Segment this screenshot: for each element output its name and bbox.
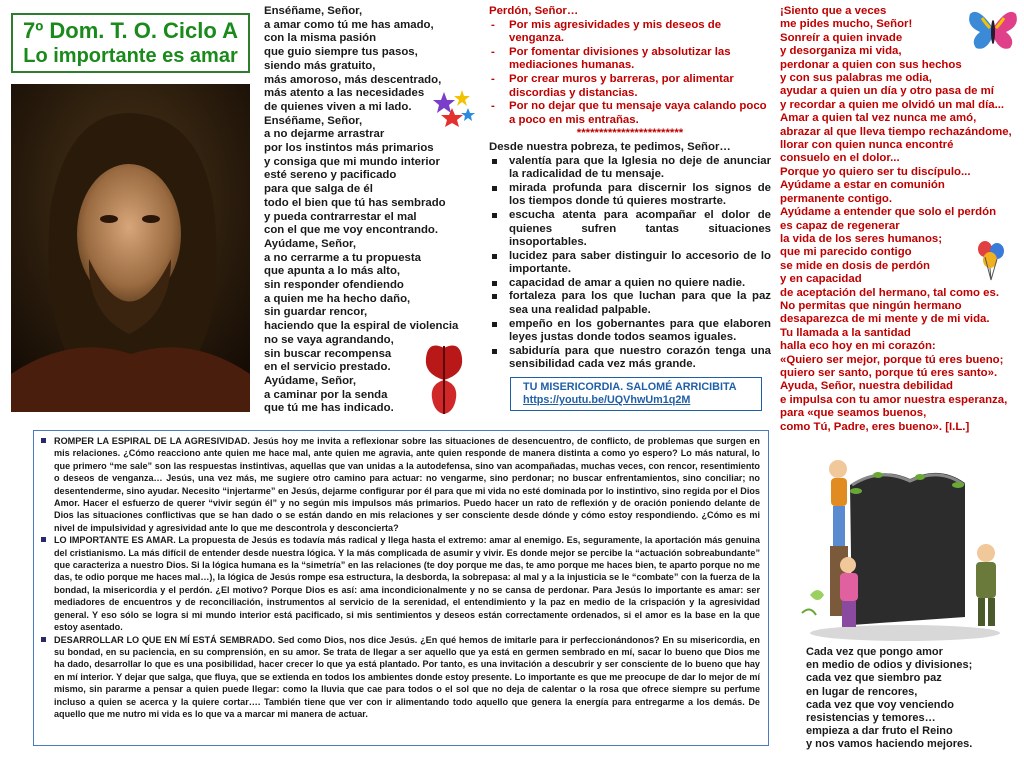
- prayer-line: Ayúdame a estar en comunión: [780, 179, 945, 192]
- prayer-line: para que salga de él: [264, 183, 373, 196]
- prayer-line: abrazar al que lleva tiempo rechazándome,: [780, 125, 1012, 138]
- prayer-line: esté sereno y pacificado: [264, 169, 397, 182]
- prayer-line: Tu llamada a la santidad: [780, 326, 911, 339]
- prayer-line: haciendo que la espiral de violencia: [264, 320, 459, 333]
- poem-line: en lugar de rencores,: [806, 685, 918, 698]
- forgiveness-item: - Por crear muros y barreras, por alimentar discordias y distancias.: [489, 73, 771, 100]
- prayer-line: Ayúdame a entender que solo el perdón: [780, 206, 997, 219]
- petition-item: mirada profunda para discernir los signos de los tiempos donde tú quieres mostrarte.: [489, 182, 771, 209]
- forgiveness-item: - Por fomentar divisiones y absolutizar las mediaciones humanas.: [489, 46, 771, 73]
- petition-list: [489, 155, 771, 373]
- prayer-line: y con sus palabras me odia,: [780, 72, 932, 85]
- prayer-line: Ayuda, Señor, nuestra debilidad: [780, 380, 954, 393]
- prayer-line: que tú me has indicado.: [264, 402, 394, 415]
- star-separator: ************************: [576, 127, 684, 140]
- prayer-line: más amoroso, más descentrado,: [264, 73, 442, 86]
- song-title: TU MISERICORDIA. SALOMÉ ARRICIBITA: [523, 381, 737, 393]
- prayer-line: para «que seamos buenos,: [780, 407, 927, 420]
- prayer-line: a quien me ha hecho daño,: [264, 292, 411, 305]
- closing-poem: [806, 646, 972, 752]
- prayer-line: Amar a quien tal vez nunca me amó,: [780, 112, 977, 125]
- poem-line: en medio de odios y divisiones;: [806, 659, 973, 672]
- prayer-line: que mi parecido contigo: [780, 246, 912, 259]
- prayer-column-2: [489, 5, 771, 372]
- song-box: [510, 377, 762, 411]
- prayer-line: por los instintos más primarios: [264, 142, 434, 155]
- poem-line: Cada vez que pongo amor: [806, 646, 943, 658]
- jesus-portrait-image: [11, 84, 250, 412]
- prayer-line: con el que me voy encontrando.: [264, 224, 439, 237]
- prayer-line: halla eco hoy en mi corazón:: [780, 340, 936, 353]
- prayer-line: y desorganiza mi vida,: [780, 45, 902, 58]
- page-subtitle: Lo importante es amar: [23, 45, 238, 67]
- petition-item: lucidez para saber distinguir lo accesorio de lo importante.: [489, 250, 771, 277]
- prayer-line: ¡Siento que a veces: [780, 5, 887, 17]
- petition-intro: Desde nuestra pobreza, te pedimos, Señor…: [489, 140, 731, 153]
- poem-line: resistencias y temores…: [806, 712, 936, 725]
- petition-item: capacidad de amar a quien no quiere nadie.: [489, 277, 771, 291]
- prayer-line: a no cerrarme a tu propuesta: [264, 251, 421, 264]
- prayer-line: y recordar a quien me olvidó un mal día...: [780, 98, 1005, 111]
- prayer-line: a amar como tú me has amado,: [264, 18, 434, 31]
- song-link[interactable]: https://youtu.be/UQVhwUm1q2M: [523, 394, 691, 406]
- wall-illustration: [790, 445, 1020, 641]
- prayer-line: sin responder ofendiendo: [264, 279, 404, 292]
- prayer-line: llorar con quien nunca encontré: [780, 139, 954, 152]
- prayer-line: Ayúdame, Señor,: [264, 374, 356, 387]
- prayer-line: permanente contigo.: [780, 192, 893, 205]
- prayer-line: que guio siempre tus pasos,: [264, 46, 418, 59]
- prayer-line: Sonreír a quien invade: [780, 31, 903, 44]
- prayer-line: «Quiero ser mejor, porque tú eres bueno;: [780, 353, 1004, 366]
- prayer-line: en el servicio prestado.: [264, 361, 391, 374]
- petition-item: fortaleza para los que luchan para que la paz sea una realidad palpable.: [489, 290, 771, 317]
- prayer-line: Enséñame, Señor,: [264, 114, 363, 127]
- prayer-line: quiero ser santo, porque tú eres santo».: [780, 366, 998, 379]
- prayer-line: e impulsa con tu amor nuestra esperanza,: [780, 393, 1008, 406]
- petition-item: escucha atenta para acompañar el dolor de quienes sufren tantas situaciones insoportables.: [489, 209, 771, 250]
- prayer-line: Enséñame, Señor,: [264, 5, 363, 17]
- prayer-line: de aceptación del hermano, tal como es.: [780, 286, 1000, 299]
- prayer-line: que apunta a lo más alto,: [264, 265, 401, 278]
- prayer-line: a no dejarme arrastrar: [264, 128, 385, 141]
- prayer-line: perdonar a quien con sus hechos: [780, 58, 962, 71]
- title-box: [11, 13, 250, 73]
- petition-item: empeño en los gobernantes para que elaboren leyes justas donde todos seamos iguales.: [489, 318, 771, 345]
- petition-item: sabiduría para que nuestro corazón tenga una sensibilidad cada vez más grande.: [489, 345, 771, 372]
- prayer-line: como Tú, Padre, eres bueno». [I.L.]: [780, 420, 970, 433]
- reflection-box: [33, 430, 769, 746]
- prayer-line: y pueda contrarrestar el mal: [264, 210, 417, 223]
- reflection-paragraph-1: ROMPER LA ESPIRAL DE LA AGRESIVIDAD. Jesús hoy me invita a reflexionar sobre las situaciones de desencuentro, de conflicto, de problemas que surgen en mis relaciones. ¿Cómo reacciono ante quien me hace mal, ante quien me agravia, ante quien responde de manera distinta a como yo espero? Lo más natural, lo que primero “me sale” son las respuestas instintivas, aquellas que van unidas a la autodefensa, sino van acompañadas, muchas veces, con rencor, resentimiento o deseos de venganza… Jesús, una vez más, me sugiere otro camino para actuar: no vengarme, sino perdonar; no buscar enfrentamientos, sino conciliar; no desentenderme, sino ayudar. Necesito “injertarme” en Jesús, dejarme configurar por él para que mi vida no esté dominada por lo instintivo, sino regida por el Dios Amor. Hacer el esfuerzo de querer “vivir según él” y no según mis impulsos más primarios. Puedo hacer un rato de reflexión y de oración poniendo delante de Dios las situaciones conflictivas que se han dado o se están dando en mis relaciones y ser consciente desde dónde y cómo estoy respondiendo. ¿Cómo es mi nivel de impulsividad y agresividad ante lo que me descontrola y desconcierta?: [40, 435, 760, 534]
- page-title: 7º Dom. T. O. Ciclo A: [22, 18, 239, 43]
- poem-line: cada vez que siembro paz: [806, 672, 942, 685]
- poem-line: y nos vamos haciendo mejores.: [806, 738, 973, 751]
- prayer-line: la vida de los seres humanos;: [780, 232, 943, 245]
- prayer-line: con la misma pasión: [264, 32, 377, 45]
- prayer-line: sin buscar recompensa: [264, 347, 392, 360]
- forgiveness-item: - Por no dejar que tu mensaje vaya calando poco a poco en mis entrañas.: [489, 100, 771, 127]
- prayer-line: ayudar a quien un día y otro pasa de mí: [780, 85, 994, 98]
- forgiveness-list: [489, 19, 771, 128]
- reflection-paragraph-3: DESARROLLAR LO QUE EN MÍ ESTÁ SEMBRADO. Sed como Dios, nos dice Jesús. ¿En qué hemos de imitarle para ir perfeccionándonos? En su misericordia, en su bondad, en su paciencia, en su comprensión, en su amor. Se trata de llegar a ser aquello que ya está en germen sembrado en mí, sacar lo bueno que Dios me ha dado, desarrollar lo que es una posibilidad, hacer crecer lo que ya está plantado. Por tanto, es una invitación a descubrir y ser consciente de lo bueno que hay en mí interior. Y dejar que salga, que fluya, que se extienda en todos los ambientes donde estoy presente. Lo importante es que me preocupe de dar lo mejor de mí mismo, sin pararme a pensar a quien puede llegar: como la lluvia que cae para todos o el sol que no deja de calentar o la rosa que ofrece siempre su perfume incluso a quien se acerca y la quiere cortar…. También tiene que ver con ir alimentando todo aquello que genera la energía para entregarme a los demás. De aquello que me nutro mi vida es lo que va a marcar mi manera de actuar.: [40, 634, 760, 721]
- prayer-line: desaparezca de mi mente y de mi vida.: [780, 313, 990, 326]
- prayer-line: se mide en dosis de perdón: [780, 259, 931, 272]
- prayer-column-1: [264, 5, 458, 416]
- prayer-column-3: [780, 5, 1012, 434]
- forgiveness-heading: Perdón, Señor…: [489, 5, 579, 17]
- prayer-line: es capaz de regenerar: [780, 219, 900, 232]
- reflection-paragraph-2: LO IMPORTANTE ES AMAR. La propuesta de Jesús es todavía más radical y llega hasta el extremo: amar al enemigo. Es, seguramente, la aportación más genuina del cristianismo. La más difícil de entender desde nuestra lógica. Y la más complicada de asumir y vivir. Es donde mejor se percibe la “actuación sobreabundante” que caracteriza a nuestro Dios. Si la lógica humana es la “simetría” en las relaciones (te doy porque me das, te amo porque me haces bien, te aparto porque no me das, te odio porque me haces mal…), la lógica de Jesús rompe esa estructura, la desborda, la sobrepasa: al mal y a la injusticia se le “combate” con la fuerza de la bondad, la misericordia y el perdón. ¿El motivo? Porque Dios es así: ama incondicionalmente y no se cansa de perdonar. Para Jesús lo importante es amar: ser mediadores de encuentros y de reconciliación, instrumentos al servicio de la serenidad, el entendimiento y la paz en medio de la crispación y la agresividad general. Y eso sólo se logra si mi mundo interior está pacificado, si mis sentimientos y deseos están correctamente ordenados, si el amor es la base en la que estoy asentado.: [40, 534, 760, 633]
- prayer-line: más atento a las necesidades: [264, 87, 425, 100]
- petition-item: valentía para que la Iglesia no deje de anunciar la radicalidad de tu mensaje.: [489, 155, 771, 182]
- forgiveness-item: - Por mis agresividades y mis deseos de venganza.: [489, 19, 771, 46]
- prayer-line: de quienes viven a mi lado.: [264, 100, 412, 113]
- prayer-line: no se vaya agrandando,: [264, 333, 394, 346]
- prayer-line: Ayúdame, Señor,: [264, 237, 356, 250]
- prayer-line: a caminar por la senda: [264, 388, 388, 401]
- prayer-line: Porque yo quiero ser tu discípulo...: [780, 165, 971, 178]
- prayer-line: sin guardar rencor,: [264, 306, 368, 319]
- prayer-line: y consiga que mi mundo interior: [264, 155, 440, 168]
- poem-line: empieza a dar fruto el Reino: [806, 725, 953, 738]
- poem-line: cada vez que voy venciendo: [806, 698, 954, 711]
- prayer-line: me pides mucho, Señor!: [780, 18, 913, 31]
- prayer-line: No permitas que ningún hermano: [780, 299, 962, 312]
- prayer-line: y en capacidad: [780, 273, 862, 286]
- prayer-line: consuelo en el dolor...: [780, 152, 900, 165]
- prayer-line: siendo más gratuito,: [264, 59, 376, 72]
- prayer-line: todo el bien que tú has sembrado: [264, 196, 446, 209]
